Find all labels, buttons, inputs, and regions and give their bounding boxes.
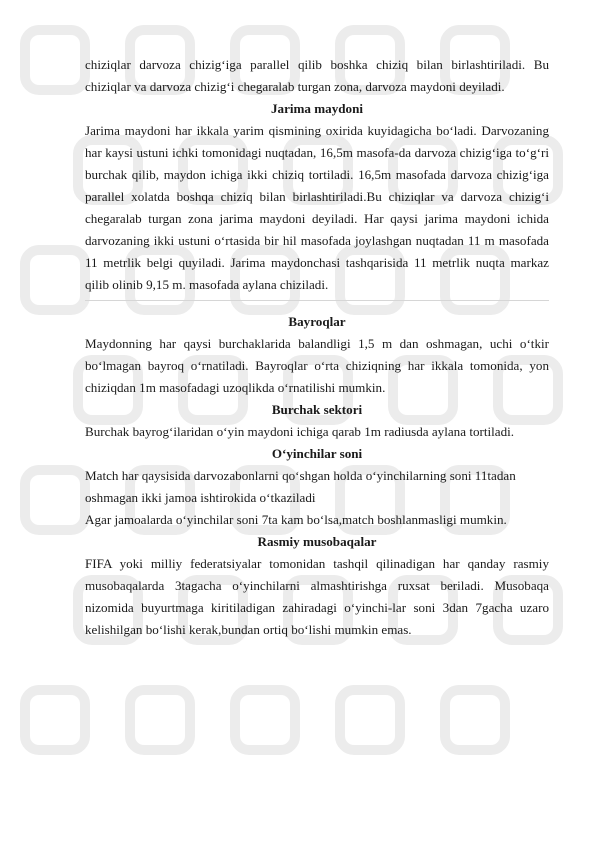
paragraph-players-count-1: Match har qaysisida darvozabonlarni qo‘shgan holda o‘yinchilarning soni 11tadan oshmagan ikki jamoa ishtirokida o‘tkaziladi bbox=[85, 468, 516, 505]
heading-official-competitions: Rasmiy musobaqalar bbox=[257, 534, 377, 549]
heading-penalty-area: Jarima maydoni bbox=[270, 101, 364, 116]
heading-players-count: O‘yinchilar soni bbox=[271, 446, 363, 461]
document-page bbox=[85, 54, 549, 641]
paragraph-official-competitions: FIFA yoki milliy federatsiyalar tomonidan tashqil qilinadigan har qanday rasmiy musobaqalarda 3tagacha o‘yinchilarni almashtirishga ruxsat beriladi. Musobaqa nizomida buyurtmaga kiritiladigan zahiradagi o‘yinchi-lar soni 3dan 7gacha uzaro kelishilgan bo‘lishi kerak,bundan ortiq bo‘lishi mumkin emas. bbox=[85, 556, 549, 637]
heading-corner-sector: Burchak sektori bbox=[271, 402, 363, 417]
paragraph-penalty-area: Jarima maydoni har ikkala yarim qismining oxirida kuyidagicha bo‘ladi. Darvozaning har kaysi ustuni ichki tomonidagi nuqtadan, 16,5m masofa-da darvoza chizig‘iga to‘g‘ri burchak qilib, maydon ichiga ikki chiziq tortiladi. 16,5m masofada darvoza chizig‘iga parallel xolatda boshqa chiziq bilan birlashtiriladi.Bu chiziqlar va darvoza chizig‘i chegaralab turgan zona jarima maydoni deyiladi. Har qaysi jarima maydoni ichida darvozaning ikki ustuni o‘rtasida bir hil masofada joylashgan nuqtadan 11 m masofada 11 metrlik belgi quyiladi. Jarima maydonchasi tashqarisida 11 metrlik nuqta markaz qilib olinib 9,15 m. masofada aylana chiziladi. bbox=[85, 123, 549, 292]
paragraph-flags: Maydonning har qaysi burchaklarida balandligi 1,5 m dan oshmagan, uchi o‘tkir bo‘lmagan bayroq o‘rnatiladi. Bayroqlar o‘rta chiziqning har ikkala tomonida, yon chiziqdan 1m masofadagi uzoqlikda o‘rnatilishi mumkin. bbox=[85, 336, 549, 395]
paragraph-goal-area: chiziqlar darvoza chizig‘iga parallel qilib boshka chiziq bilan birlashtiriladi. Bu chiziqlar va darvoza chizig‘i chegaralab turgan zona, darvoza maydoni deyiladi. bbox=[85, 57, 549, 94]
paragraph-players-count-2: Agar jamoalarda o‘yinchilar soni 7ta kam bo‘lsa,match boshlanmasligi mumkin. bbox=[85, 512, 507, 527]
heading-flags: Bayroqlar bbox=[288, 314, 346, 329]
page-divider bbox=[85, 300, 549, 301]
paragraph-corner-sector: Burchak bayrog‘ilaridan o‘yin maydoni ichiga qarab 1m radiusda aylana tortiladi. bbox=[85, 424, 515, 439]
